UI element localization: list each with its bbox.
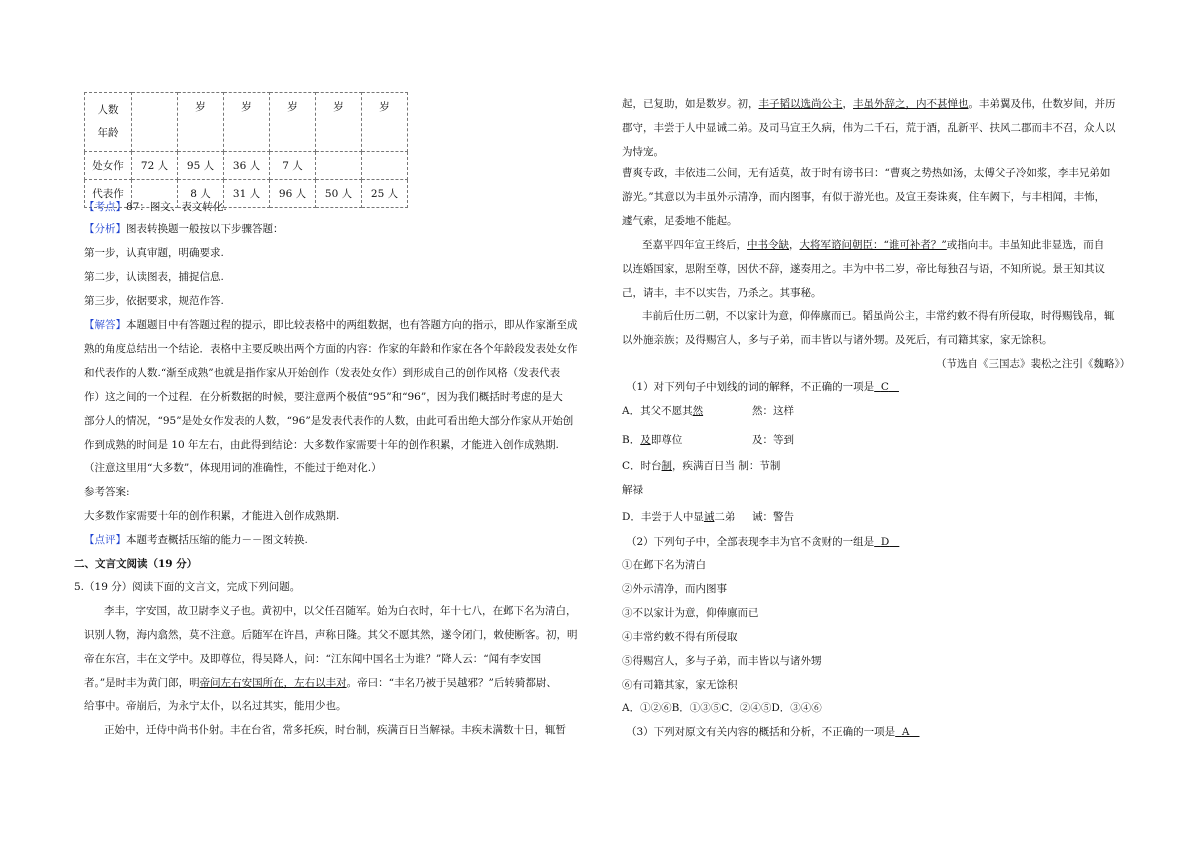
kaodian-line: 【考点】87：图文、表文转化.: [84, 201, 227, 213]
table-header-cell: 岁: [178, 93, 224, 152]
question-1-option-a-gloss: 然：这样: [752, 405, 794, 417]
passage-line: 给事中。帝崩后，为永宁太仆，以名过其实，能用少也。: [84, 700, 347, 712]
step-line: 第三步，依据要求，规范作答.: [84, 295, 224, 307]
dianping-tag: 【点评】: [84, 534, 126, 546]
underlined-phrase: 帝问左右安国所在，左右以丰对: [199, 677, 347, 689]
underlined-phrase: 丰虽外辞之，内不甚惮也: [853, 98, 969, 110]
passage-line: 识别人物，海内翕然，莫不注意。后随军在许昌，声称日隆。其父不愿其然，遂令闭门，敕使断客。初，明: [84, 629, 578, 641]
underlined-phrase: 丰子韬以选尚公主: [758, 98, 843, 110]
table-header-cell: [132, 93, 178, 152]
question-2-item: ⑤得赐宫人，多与子弟，而丰皆以与诸外甥: [622, 655, 822, 667]
passage-line: 遽气索，足委地不能起。: [622, 215, 738, 227]
passage-line: 己，请丰，丰不以实告，乃杀之。其事秘。: [622, 287, 822, 299]
question-1-option-d: D．丰尝于人中显诫二弟: [622, 511, 736, 523]
fenxi-tag: 【分析】: [84, 223, 126, 235]
question-2-item: ④丰常约敕不得有所侵取: [622, 631, 738, 643]
table-corner-cell: 人数 年龄: [85, 93, 132, 152]
table-cell: [362, 152, 408, 180]
table-cell: 96 人: [270, 180, 316, 208]
table-cell: 8 人: [178, 180, 224, 208]
jieda-line: 作）这之间的一个过程．在分析数据的时候，要注意两个极值“95”和“96”，因为我们概括时考虑的是大: [84, 391, 563, 403]
question-2-stem: （2）下列句子中，全部表现李丰为官不贪财的一组是 D: [626, 534, 899, 550]
passage-line: 郡守，丰尝于人中显诫二弟。及司马宣王久病，伟为二千石，荒于酒，乱新平、扶风二郡而丰不召，众人以: [622, 122, 1116, 134]
passage-line: 丰前后仕历二朝，不以家计为意，仰俸廪而已。韬虽尚公主，丰常约敕不得有所侵取，时得赐钱帛，辄: [642, 310, 1115, 322]
table-cell: 31 人: [224, 180, 270, 208]
underlined-phrase: 中书令缺: [747, 239, 789, 251]
answer-blank: C: [880, 381, 889, 393]
jieda-line: 作到成熟的时间是 10 年左右，由此得到结论：大多数作家需要十年的创作积累，才能进入创作成熟期.: [84, 439, 559, 451]
table-header-cell: 岁: [224, 93, 270, 152]
jieda-line: 【解答】本题题目中有答题过程的提示，即比较表格中的两组数据，也有答题方向的指示，即从作家渐至成: [84, 319, 578, 331]
passage-line: 正始中，迁侍中尚书仆射。丰在台省，常多托疾，时台制，疾满百日当解禄。丰疾未满数十日，辄暂: [104, 724, 566, 736]
table-cell: 95 人: [178, 152, 224, 180]
fenxi-line: 【分析】图表转换题一般按以下步骤答题：: [84, 223, 284, 235]
step-line: 第一步，认真审题，明确要求.: [84, 247, 224, 259]
passage-line: 以连婚国家，思附至尊，因伏不辞，遂奏用之。丰为中书二岁，帝比每独召与语，不知所说。景王知其议: [622, 263, 1105, 275]
jieda-tag: 【解答】: [84, 319, 126, 331]
dianping-line: 【点评】本题考查概括压缩的能力－－图文转换.: [84, 534, 308, 546]
passage-line: 至嘉平四年宣王终后，中书令缺，大将军谘问朝臣：“谁可补者？”或指向丰。丰虽知此非显选，而自: [642, 239, 1105, 251]
table-cell: [316, 152, 362, 180]
question-5-intro: 5.（19 分）阅读下面的文言文，完成下列问题。: [74, 581, 301, 593]
table-cell: 72 人: [132, 152, 178, 180]
passage-line: 者。”是时丰为黄门郎，明帝问左右安国所在，左右以丰对。帝曰：“丰名乃被于吴越邪？”后转骑都尉、: [84, 677, 557, 689]
passage-line: 起，已复助，如是数岁。初，丰子韬以选尚公主，丰虽外辞之，内不甚惮也。丰弟翼及伟，仕数岁间，并历: [622, 98, 1116, 110]
underlined-phrase: 大将军谘问朝臣: [799, 239, 873, 251]
question-2-item: ①在邺下名为清白: [622, 559, 706, 571]
question-2-item: ③不以家计为意，仰俸廪而已: [622, 607, 759, 619]
passage-line: 曹爽专政，丰依违二公间，无有适莫，故于时有谤书曰：“曹爽之势热如汤，太傅父子冷如浆，李丰兄弟如: [622, 167, 1111, 179]
table-header-cell: 岁: [362, 93, 408, 152]
question-1-option-b: B．及即尊位: [622, 434, 683, 446]
table-row: [85, 152, 408, 180]
kaodian-tag: 【考点】: [84, 201, 126, 213]
answer-label: 参考答案:: [84, 486, 130, 498]
passage-line: 帝在东宫，丰在文学中。及即尊位，得吴降人，问：“江东闻中国名士为谁？”降人云：“闻有李安国: [84, 653, 542, 665]
table-cell: 7 人: [270, 152, 316, 180]
question-1-option-d-gloss: 诫：警告: [752, 511, 794, 523]
step-line: 第二步，认读图表，捕捉信息.: [84, 271, 224, 283]
passage-line: 为恃宠。: [622, 146, 664, 158]
underlined-phrase: “谁可补者？”: [883, 239, 947, 251]
jieda-line: 熟的角度总结出一个结论．表格中主要反映出两个方面的内容：作家的年龄和作家在各个年龄段发表处女作: [84, 343, 578, 355]
answer-blank: A: [901, 726, 910, 738]
question-1-option-c-cont: 解禄: [622, 484, 643, 496]
question-1-option-a: A．其父不愿其然: [622, 405, 704, 417]
passage-line: 以外施亲族；及得赐宫人，多与子弟，而丰皆以与诸外甥。及死后，有司籍其家，家无馀积。: [622, 334, 1053, 346]
question-1-option-c: C．时台制，疾满百日当 制：节制: [622, 460, 781, 472]
table-header-cell: 岁: [270, 93, 316, 152]
question-2-options: A．①②⑥B．①③⑤C．②④⑤D．③④⑥: [622, 702, 822, 714]
jieda-line: 和代表作的人数.“渐至成熟”也就是指作家从开始创作（发表处女作）到形成自己的创作风格（发表代表: [84, 367, 561, 379]
table-header-row: [85, 93, 408, 152]
table-row-label: 处女作: [85, 152, 132, 180]
passage-line: 游光。”其意以为丰虽外示清净，而内图事，有似于游光也。及宣王奏诛爽，住车阙下，与丰相闻，丰怖，: [622, 191, 1106, 203]
question-2-item: ②外示清净，而内图事: [622, 583, 727, 595]
table-cell: 50 人: [316, 180, 362, 208]
answer-text: 大多数作家需要十年的创作积累，才能进入创作成熟期.: [84, 510, 340, 522]
question-1-option-b-gloss: 及：等到: [752, 434, 794, 446]
answer-blank: D: [880, 536, 890, 548]
table-header-cell: 岁: [316, 93, 362, 152]
age-count-table: [84, 92, 408, 208]
jieda-line: 部分人的情况，“95”是处女作发表的人数，“96”是发表代表作的人数，由此可看出绝大部分作家从开始创: [84, 415, 574, 427]
passage-line: 李丰，字安国，故卫尉李义子也。黄初中，以父任召随军。始为白衣时，年十七八，在邺下名为清白，: [104, 605, 577, 617]
question-1-stem: （1）对下列句子中划线的词的解释，不正确的一项是 C: [626, 379, 899, 395]
section-heading: 二、文言文阅读（19 分）: [74, 558, 198, 570]
passage-source: （节选自《三国志》裴松之注引《魏略》）: [936, 358, 1131, 370]
table-cell: 25 人: [362, 180, 408, 208]
question-2-item: ⑥有司籍其家，家无馀积: [622, 679, 738, 691]
table-row-label: 代表作: [85, 180, 132, 208]
table-cell: 36 人: [224, 152, 270, 180]
question-3-stem: （3）下列对原文有关内容的概括和分析，不正确的一项是 A: [626, 724, 919, 740]
jieda-line: （注意这里用“大多数”，体现用词的准确性，不能过于绝对化.）: [84, 462, 382, 474]
